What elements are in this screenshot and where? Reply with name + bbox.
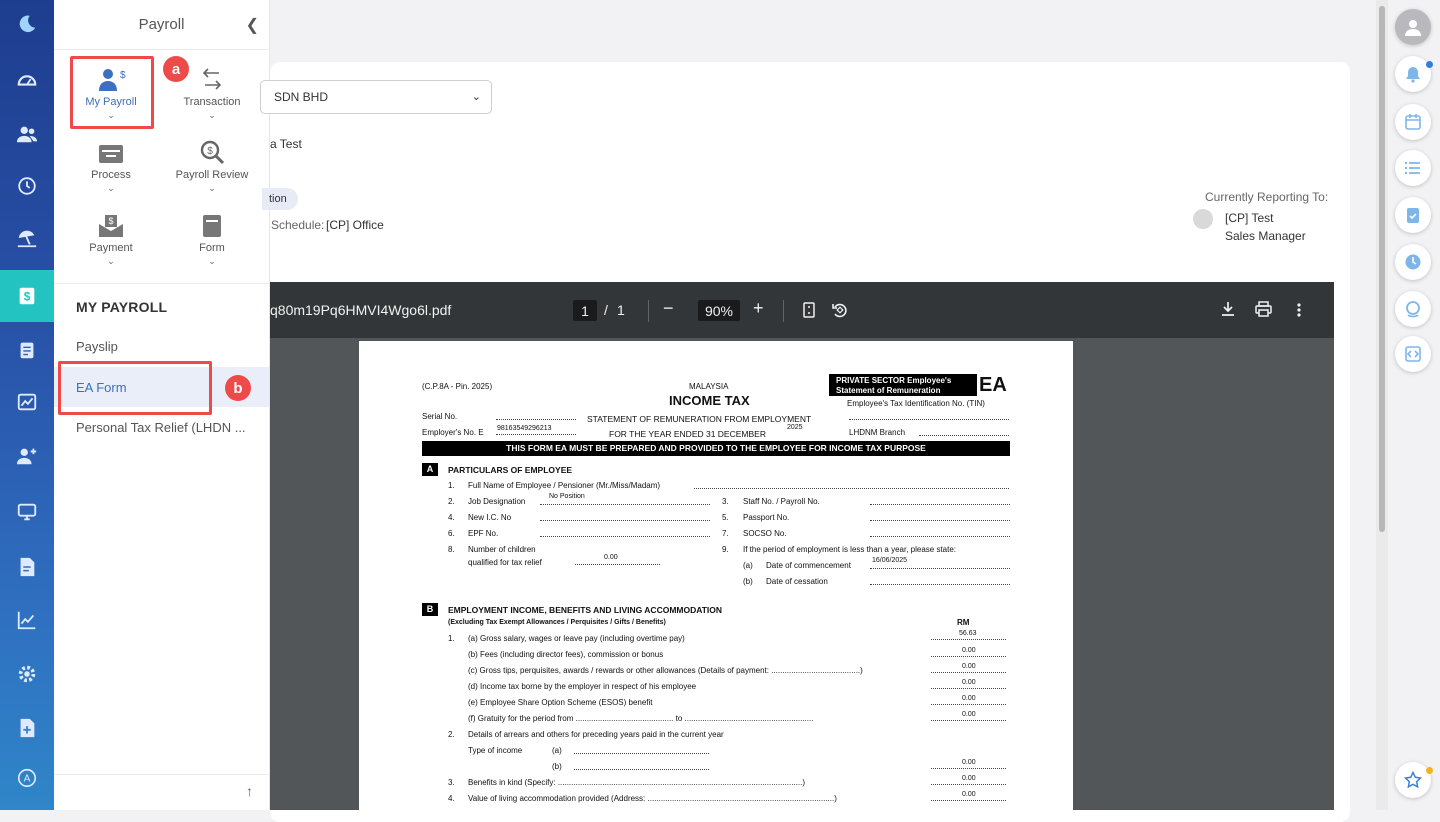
b1b-value: 0.00: [962, 647, 976, 654]
b1c-label: (c) Gross tips, perquisites, awards / rewards or other allowances (Details of payment: ........................................): [468, 666, 863, 675]
schedule-label: Schedule:: [271, 218, 325, 232]
a-num-9: 9.: [722, 545, 729, 554]
moon-logo-icon[interactable]: [0, 2, 54, 46]
monitor-icon[interactable]: [0, 490, 54, 534]
magnifier-dollar-icon: [162, 139, 262, 165]
tile-label: Form: [199, 242, 225, 254]
fit-page-icon[interactable]: [803, 302, 815, 318]
b2-type-label: Type of income: [468, 746, 523, 755]
b1a-field: [931, 639, 1006, 640]
b1d-label: (d) Income tax borne by the employer in respect of his employee: [468, 682, 697, 691]
year-line: FOR THE YEAR ENDED 31 DECEMBER: [609, 429, 766, 439]
b2-label: Details of arrears and others for preceding years paid in the current year: [468, 730, 724, 739]
a8-label-line1: Number of children: [468, 545, 536, 554]
payment-icon: [61, 212, 161, 238]
a3-field: [870, 504, 1010, 505]
b3-field: [931, 784, 1006, 785]
star-icon[interactable]: [1395, 762, 1431, 798]
process-icon: [61, 139, 161, 165]
form-icon: [162, 212, 262, 238]
add-user-icon[interactable]: [0, 434, 54, 478]
pdf-filename: q80m19Pq6HMVI4Wgo6l.pdf: [270, 302, 452, 318]
a8-label-line2: qualified for tax relief: [468, 558, 542, 567]
right-toolbar: [1388, 0, 1440, 810]
badge-b: b: [225, 375, 251, 401]
b1e-field: [931, 704, 1006, 705]
a-num-7: 7.: [722, 529, 729, 538]
private-sector-box: [829, 374, 977, 396]
left-rail: [0, 0, 54, 810]
lhdnm-label: LHDNM Branch: [849, 428, 906, 437]
b2b-letter: (b): [552, 762, 562, 771]
menu-item-ea-form[interactable]: EA Form: [54, 367, 269, 407]
b2a-field: [574, 753, 709, 754]
a9b-label: Date of cessation: [766, 577, 828, 586]
tile-label: Payment: [89, 242, 133, 254]
badge-a: a: [163, 56, 189, 82]
b1f-value: 0.00: [962, 711, 976, 718]
b1b-field: [931, 656, 1006, 657]
a7-label: SOCSO No.: [743, 529, 787, 538]
chevron-left-icon[interactable]: ❮: [245, 17, 259, 34]
section-b-box: B: [422, 603, 438, 616]
a9b-field: [870, 584, 1010, 585]
scrollbar-thumb[interactable]: [1379, 6, 1385, 532]
b-num-1: 1.: [448, 634, 455, 643]
code-icon[interactable]: [1395, 336, 1431, 372]
user-avatar-icon[interactable]: [1395, 9, 1431, 45]
tin-label: Employee's Tax Identification No. (TIN): [847, 399, 985, 408]
chevron-down-icon: ⌄: [208, 256, 216, 266]
tile-payment[interactable]: [61, 212, 161, 266]
clipboard-check-icon[interactable]: [1395, 197, 1431, 233]
a1-field: [694, 488, 1009, 489]
b2b-value: 0.00: [962, 759, 976, 766]
a4-field: [540, 520, 710, 521]
form-title: INCOME TAX: [669, 393, 750, 408]
b1c-field: [931, 672, 1006, 673]
b1a-label: (a) Gross salary, wages or leave pay (including overtime pay): [468, 634, 685, 643]
pdf-toolbar: [270, 282, 1334, 338]
svg-text:A: A: [23, 773, 31, 785]
reporting-label: Currently Reporting To:: [1205, 190, 1329, 204]
history-icon[interactable]: [0, 164, 54, 208]
chevron-down-icon: ⌄: [107, 110, 115, 120]
page-total: 1: [617, 302, 625, 318]
list-icon[interactable]: [1395, 150, 1431, 186]
svg-text:$: $: [120, 70, 126, 81]
pdf-viewer: [270, 282, 1334, 810]
panel-footer: [54, 774, 269, 810]
b4-value: 0.00: [962, 791, 976, 798]
image-chart-icon[interactable]: [0, 380, 54, 424]
section-b-title: EMPLOYMENT INCOME, BENEFITS AND LIVING ACCOMMODATION: [448, 605, 723, 615]
employer-no-field: [496, 434, 576, 435]
a2-field: [540, 504, 710, 505]
menu-item-personal-tax-relief[interactable]: Personal Tax Relief (LHDN ...: [76, 419, 246, 435]
a4-label: New I.C. No: [468, 513, 512, 522]
a9a-label: Date of commencement: [766, 561, 851, 570]
tile-label: Payroll Review: [175, 169, 249, 181]
payroll-dollar-icon[interactable]: [0, 270, 54, 322]
line-chart-icon[interactable]: [0, 598, 54, 642]
rm-label: RM: [957, 618, 970, 627]
form-country: MALAYSIA: [689, 382, 729, 391]
svg-text:$: $: [23, 289, 31, 304]
tile-label: Process: [91, 169, 131, 181]
people-icon[interactable]: [0, 112, 54, 156]
bell-icon[interactable]: [1395, 56, 1431, 92]
employer-no-label: Employer's No. E: [422, 428, 484, 437]
notification-dot: [1426, 61, 1433, 68]
a5-label: Passport No.: [743, 513, 790, 522]
a9a-value: 16/06/2025: [872, 557, 908, 564]
chevron-down-icon: ⌄: [107, 256, 115, 266]
page-separator: /: [604, 302, 608, 318]
b2a-letter: (a): [552, 746, 562, 755]
panel-title: Payroll: [138, 16, 185, 33]
b1e-label: (e) Employee Share Option Scheme (ESOS) benefit: [468, 698, 653, 707]
b1f-field: [931, 720, 1006, 721]
tile-process[interactable]: [61, 139, 161, 193]
more-options-icon[interactable]: [1297, 302, 1301, 318]
divider: [648, 300, 649, 322]
a9a-letter: (a): [743, 561, 753, 570]
chevron-down-icon: ⌄: [107, 183, 115, 193]
form-code: (C.P.8A - Pin. 2025): [422, 382, 493, 391]
print-icon[interactable]: [1255, 301, 1272, 317]
statement-of-remuneration-label: Statement of Remuneration: [836, 386, 941, 395]
section-b-subtitle: (Excluding Tax Exempt Allowances / Perquisites / Gifts / Benefits): [448, 619, 666, 626]
avatar: [1193, 209, 1213, 229]
highlight-box-ea-form: [58, 361, 212, 415]
a-num-4: 4.: [448, 513, 455, 522]
a8-field: [575, 564, 660, 565]
section-a-box: A: [422, 463, 438, 476]
zoom-in-button[interactable]: +: [753, 298, 764, 318]
serial-label: Serial No.: [422, 412, 458, 421]
b1f-label: (f) Gratuity for the period from ............................................ to ..........................................................: [468, 714, 814, 723]
company-value: SDN BHD: [274, 90, 329, 104]
a-num-3: 3.: [722, 497, 729, 506]
rotate-icon[interactable]: [831, 301, 849, 319]
chevron-down-icon: ⌄: [471, 91, 481, 103]
a2-label: Job Designation: [468, 497, 526, 506]
panel-header: [54, 0, 269, 50]
a9a-field: [870, 568, 1010, 569]
ea-label: EA: [979, 374, 1007, 396]
tile-label: My Payroll: [85, 96, 137, 108]
chat-bot-icon[interactable]: [1395, 291, 1431, 327]
employee-name: a Test: [270, 137, 302, 151]
schedule-value: [CP] Office: [326, 218, 384, 232]
clipboard-icon[interactable]: [0, 328, 54, 372]
tile-payroll-review[interactable]: [162, 139, 262, 193]
settings-gear-icon[interactable]: [0, 652, 54, 696]
dashboard-gauge-icon[interactable]: [0, 58, 54, 102]
b-num-3: 3.: [448, 778, 455, 787]
page-number-input[interactable]: 1: [573, 300, 597, 321]
a9b-letter: (b): [743, 577, 753, 586]
tin-field: [849, 419, 1009, 420]
add-file-icon[interactable]: [0, 706, 54, 750]
clock-icon[interactable]: [1395, 244, 1431, 280]
svg-text:$: $: [207, 146, 213, 157]
document-icon[interactable]: [0, 545, 54, 589]
star-dot: [1426, 767, 1433, 774]
a8-value: 0.00: [604, 554, 618, 561]
b1a-value: 56.63: [959, 630, 977, 637]
reporting-title: Sales Manager: [1225, 229, 1306, 243]
a6-field: [540, 536, 710, 537]
company-select[interactable]: [260, 80, 492, 114]
arrow-up-icon[interactable]: ↑: [246, 783, 253, 799]
reporting-name: [CP] Test: [1225, 211, 1274, 225]
a2-value: No Position: [549, 493, 585, 500]
a7-field: [870, 536, 1010, 537]
tile-label: Transaction: [183, 96, 241, 108]
calendar-icon[interactable]: [1395, 104, 1431, 140]
serial-field: [496, 419, 576, 420]
zoom-level[interactable]: 90%: [698, 300, 740, 321]
b1d-value: 0.00: [962, 679, 976, 686]
a-num-8: 8.: [448, 545, 455, 554]
b4-field: [931, 800, 1006, 801]
b1b-label: (b) Fees (including director fees), commission or bonus: [468, 650, 664, 659]
a-num-2: 2.: [448, 497, 455, 506]
svg-text:$: $: [108, 216, 114, 226]
account-icon[interactable]: [0, 756, 54, 800]
a6-label: EPF No.: [468, 529, 499, 538]
section-a-title: PARTICULARS OF EMPLOYEE: [448, 465, 573, 475]
b-num-2: 2.: [448, 730, 455, 739]
b2b-field: [574, 769, 709, 770]
b1c-value: 0.00: [962, 663, 976, 670]
highlight-box-my-payroll: [70, 56, 154, 129]
a5-field: [870, 520, 1010, 521]
a9-label: If the period of employment is less than a year, please state:: [743, 545, 957, 554]
statement-line: STATEMENT OF REMUNERATION FROM EMPLOYMENT: [587, 414, 812, 424]
download-icon[interactable]: [1221, 301, 1235, 317]
tile-form[interactable]: [162, 212, 262, 266]
private-sector-label: PRIVATE SECTOR Employee's: [836, 376, 952, 385]
b2-amount-field: [931, 768, 1006, 769]
ea-form-page: [359, 341, 1073, 821]
b-num-4: 4.: [448, 794, 455, 803]
b1d-field: [931, 688, 1006, 689]
a3-label: Staff No. / Payroll No.: [743, 497, 820, 506]
b4-label: Value of living accommodation provided (Address: ....................................................................................): [468, 794, 837, 803]
form-banner: THIS FORM EA MUST BE PREPARED AND PROVIDED TO THE EMPLOYEE FOR INCOME TAX PURPOSE: [422, 441, 1010, 456]
a-num-5: 5.: [722, 513, 729, 522]
page-scrollbar[interactable]: [1376, 0, 1388, 810]
b3-value: 0.00: [962, 775, 976, 782]
lhdnm-field: [919, 435, 1009, 436]
b1e-value: 0.00: [962, 695, 976, 702]
a1-label: Full Name of Employee / Pensioner (Mr./Miss/Madam): [468, 481, 661, 490]
a-num-1: 1.: [448, 481, 455, 490]
divider: [783, 300, 784, 322]
a-num-6: 6.: [448, 529, 455, 538]
status-pill: tion: [262, 188, 298, 210]
b3-label: Benefits in kind (Specify: ..............................................................................................................): [468, 778, 805, 787]
zoom-out-button[interactable]: −: [663, 298, 674, 318]
year: 2025: [787, 424, 803, 431]
employer-no: 98163549296213: [497, 425, 552, 432]
beach-umbrella-icon[interactable]: [0, 216, 54, 260]
chevron-down-icon: ⌄: [208, 110, 216, 120]
chevron-down-icon: ⌄: [208, 183, 216, 193]
menu-item-payslip[interactable]: Payslip: [76, 338, 118, 354]
section-title: MY PAYROLL: [76, 299, 168, 315]
